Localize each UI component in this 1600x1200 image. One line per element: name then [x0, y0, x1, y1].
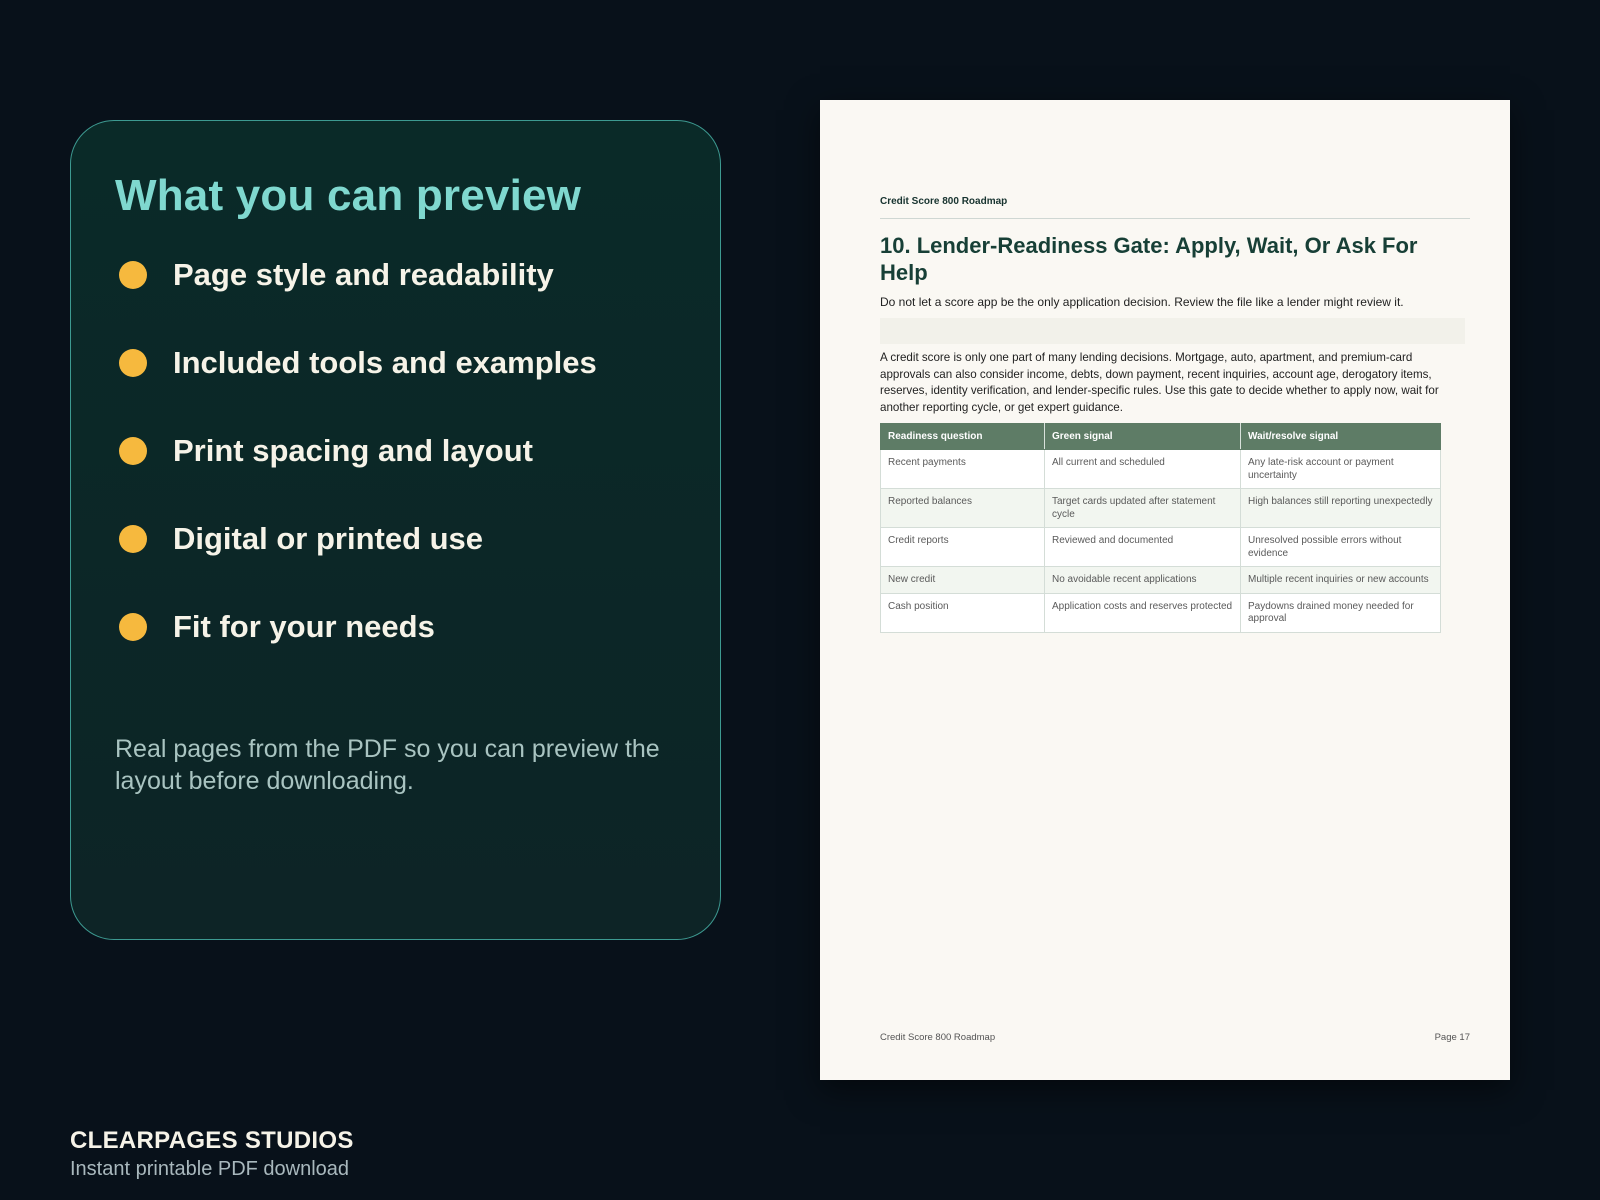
- callout-box: [880, 318, 1465, 344]
- table-cell: Paydowns drained money needed for approval: [1241, 593, 1441, 632]
- table-cell: Cash position: [881, 593, 1045, 632]
- bullet-dot-icon: [119, 437, 147, 465]
- table-row: [881, 489, 1441, 528]
- table-row: [881, 593, 1441, 632]
- table-header-row: [881, 424, 1441, 450]
- feature-item: [119, 517, 483, 561]
- bullet-dot-icon: [119, 613, 147, 641]
- table-cell: Reviewed and documented: [1045, 528, 1241, 567]
- section-subtitle: Do not let a score app be the only application decision. Review the file like a lender might review it.: [880, 295, 1404, 309]
- table-cell: All current and scheduled: [1045, 450, 1241, 489]
- readiness-table: [880, 423, 1441, 633]
- table-cell: Target cards updated after statement cycle: [1045, 489, 1241, 528]
- bullet-dot-icon: [119, 349, 147, 377]
- feature-item: [119, 605, 435, 649]
- table-row: [881, 528, 1441, 567]
- bullet-dot-icon: [119, 261, 147, 289]
- preview-card-title: What you can preview: [115, 171, 582, 220]
- bullet-dot-icon: [119, 525, 147, 553]
- table-cell: Application costs and reserves protected: [1045, 593, 1241, 632]
- table-cell: Credit reports: [881, 528, 1045, 567]
- preview-note: Real pages from the PDF so you can preview the layout before downloading.: [115, 735, 660, 795]
- table-header-cell: Wait/resolve signal: [1241, 424, 1441, 450]
- table-header-cell: Green signal: [1045, 424, 1241, 450]
- table-cell: High balances still reporting unexpectedly: [1241, 489, 1441, 528]
- feature-label: Print spacing and layout: [173, 433, 533, 468]
- table-cell: Reported balances: [881, 489, 1045, 528]
- feature-item: [119, 253, 554, 297]
- feature-item: [119, 429, 533, 473]
- section-title: 10. Lender-Readiness Gate: Apply, Wait, Or Ask For Help: [880, 233, 1418, 285]
- body-paragraph: A credit score is only one part of many lending decisions. Mortgage, auto, apartment, and premium-card approvals can also consider income, debts, down payment, recent inquiries, account age, derogatory items, reserves, identity verification, and lender-specific rules. Use this gate to decide whether to apply now, wait for another reporting cycle, or get expert guidance.: [880, 351, 1439, 414]
- feature-label: Page style and readability: [173, 257, 554, 292]
- brand-name: CLEARPAGES STUDIOS: [70, 1127, 354, 1154]
- table-cell: Any late-risk account or payment uncertainty: [1241, 450, 1441, 489]
- page-number: Page 17: [1434, 1032, 1470, 1043]
- preview-card: [70, 120, 721, 940]
- pdf-page-preview: [820, 100, 1510, 1080]
- header-divider: [880, 218, 1470, 219]
- brand-tagline: Instant printable PDF download: [70, 1158, 350, 1180]
- table-header-cell: Readiness question: [881, 424, 1045, 450]
- table-row: [881, 450, 1441, 489]
- table-cell: Multiple recent inquiries or new accounts: [1241, 567, 1441, 594]
- page-footer-title: Credit Score 800 Roadmap: [880, 1032, 996, 1043]
- feature-label: Fit for your needs: [173, 609, 435, 644]
- feature-label: Included tools and examples: [173, 345, 597, 380]
- feature-label: Digital or printed use: [173, 521, 484, 556]
- table-row: [881, 567, 1441, 594]
- feature-item: [119, 341, 597, 385]
- table-cell: No avoidable recent applications: [1045, 567, 1241, 594]
- running-head: Credit Score 800 Roadmap: [880, 196, 1008, 207]
- table-cell: Unresolved possible errors without evidence: [1241, 528, 1441, 567]
- table-cell: New credit: [881, 567, 1045, 594]
- table-cell: Recent payments: [881, 450, 1045, 489]
